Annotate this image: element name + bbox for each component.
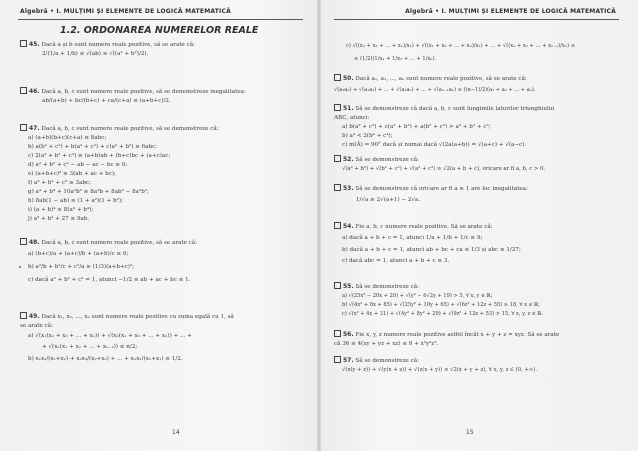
problem-51: 51. Să se demonstreze că dacă a, b, c sunt lungimile laturilor triunghiului ABC, atunci: a) b(a² + c²) + c(a² + b²) + a(b² + c²) > a³ + b³ + c³; b) a⁴ < 2(b⁴ + c⁴); c) m(Â) = 90° dacă și numai dacă √(2a(a+b)) = √(a+c) + √(a−c).	[334, 105, 555, 148]
right-page	[320, 0, 638, 451]
header-rule	[18, 19, 303, 20]
checkbox-icon	[20, 124, 27, 131]
problem-56: 56. Fie x, y, z numere reale pozitive astfel încât x + y + z = xyz. Să se arate că 36 ≤ 4(xy + yz + xz) ≤ 9 + x²y²z².	[334, 331, 560, 347]
checkbox-icon	[20, 87, 27, 94]
problem-50: 50. Dacă a₁, a₂, ..., aₙ sunt numere reale pozitive, să se arate că: √(a₁a₂) + √(a₁a₃) + ... + √(a₁aₙ) + ... + √(aₙ₋₁aₙ) ≤ ((n−1)/2)(a₁ + a₂ + ... + aₙ).	[334, 75, 536, 93]
problem-49c: c) √((x₂ + x₃ + ... + xₙ)/x₁) + √((x₁ + x₃ + ... + xₙ)/x₂) + ... + √((x₁ + x₂ + ... + xₙ₋₁)/xₙ) ≤ ≤ (1/2)(1/x₁ + 1/x₂ + ... + 1/xₙ).	[346, 43, 576, 62]
checkbox-icon	[20, 312, 27, 319]
checkbox-icon	[334, 104, 341, 111]
running-header-right: Algebră • I. MULȚIMI ȘI ELEMENTE DE LOGICĂ MATEMATICĂ	[405, 8, 616, 15]
checkbox-icon	[334, 155, 341, 162]
checkbox-icon	[334, 330, 341, 337]
problem-45: 45. Dacă a și b sunt numere reale pozitive, să se arate că: 2/(1/a + 1/b) ≤ √(ab) ≤ √((a² + b²)/2).	[20, 40, 195, 59]
header-rule	[334, 19, 619, 20]
problem-55: 55. Să se demonstreze că: a) √(25x² − 20x + 20) + √(y² − 6√2y + 19) > 5, ∀ x, y ∈ ℝ; b) √(4x² + 8x + 85) + √(25y² + 10y + 65) + √(6z² + 12z + 55) ≥ 18, ∀ x ∈ ℝ; c) √(x² + 4x + 31) + √(4y² + 8y² + 29) + √(9z² + 12z + 53) > 15, ∀ x, y, z ∈ ℝ.	[334, 282, 543, 319]
problem-48: 48. Dacă a, b, c sunt numere reale pozitive, să se arate că: a) (b+c)/a + (a+c)/b + (a+b)/c ≥ 6; b) a²/b + b²/c + c²/a ≥ (1/3)(a+b+c)²; c) dacă a² + b² + c² = 1, atunci −1/2 ≤ ab + ac + bc ≤ 1.	[20, 238, 197, 286]
problem-53: 53. Să se demonstreze că oricare ar fi a ≥ 1 are loc inegalitatea: 1/√a ≥ 2√(a+1) − 2√a.	[334, 184, 528, 206]
problem-54: 54. Fie a, b, c numere reale pozitive. Să se arate că: a) dacă a + b + c = 1, atunci 1/a + 1/b + 1/c ≥ 9; b) dacă a + b + c = 1, atunci ab + bc + ca ≤ 1/3 și abc ≤ 1/27; c) dacă abc = 1, atunci a + b + c ≥ 3.	[334, 222, 521, 267]
checkbox-icon	[20, 40, 27, 47]
problem-52: 52. Să se demonstreze că: √(a² + b²) + √(b² + c²) + √(a² + c²) ≥ √2(a + b + c), oricare ar fi a, b, c > 0.	[334, 155, 545, 174]
checkbox-icon	[334, 222, 341, 229]
problem-47: 47. Dacă a, b, c sunt numere reale pozitive, să se demonstreze că: a) (a+b)(b+c)(c+a) ≥ 8abc; b) a(b² + c²) + b(a² + c²) + c(a² + b²) ≥ 6abc; c) 2(a³ + b³ + c³) ≥ (a+b)ab + (b+c)bc + (a+c)ac; d) a² + b² + c² − ab − ac − bc ≥ 0; e) (a+b+c)² ≥ 3(ab + ac + bc); f) a³ + b³ + c³ ≥ 3abc; g) a⁴ + b⁴ + 10a²b² ≥ 8a³b + 8ab³ − 8a²b²; h) 8ab(1 − ab) ≤ (1 + a²)(1 + b²); i) (a + b)⁴ ≤ 8(a⁴ + b⁴); j) a³ + b³ + 27 ≥ 9ab.	[20, 124, 219, 224]
problem-57: 57. Să se demonstreze că: √(x(y + z)) + √(y(x + z)) + √(z(x + y)) ≤ √2(x + y + z), ∀ x, y, z ∈ (0, +∞).	[334, 356, 537, 375]
checkbox-icon	[334, 74, 341, 81]
running-header-left: Algebră • I. MULȚIMI ȘI ELEMENTE DE LOGICĂ MATEMATICĂ	[20, 8, 231, 15]
page-number-right: 15	[466, 429, 474, 436]
checkbox-icon	[334, 356, 341, 363]
page-number-left: 14	[172, 429, 180, 436]
checkbox-icon	[20, 238, 27, 245]
section-title: 1.2. ORDONAREA NUMERELOR REALE	[60, 25, 259, 36]
checkbox-icon	[334, 184, 341, 191]
checkbox-icon	[334, 282, 341, 289]
problem-46: 46. Dacă a, b, c sunt numere reale pozitive, să se demonstreze inegalitatea: ab/(a+b) + bc/(b+c) + ca/(c+a) ≤ (a+b+c)/2.	[20, 87, 246, 106]
margin-dot	[19, 266, 21, 268]
problem-49: 49. Dacă x₁, x₂, ..., xₙ sunt numere reale pozitive cu suma egală cu 1, să se arate că: a) √(x₁(x₂ + x₃ + ... + xₙ)) + √(x₂(x₁ + x₃ + ... + xₙ)) + ... + + √(xₙ(x₁ + x₂ + ... + xₙ₋₁)) ≤ n/2; b) x₁x₂/(x₁+x₂) + x₂x₃/(x₂+x₃) + ... + xₙx₁/(xₙ+x₁) ≤ 1/2.	[20, 313, 234, 362]
left-page	[0, 0, 318, 451]
